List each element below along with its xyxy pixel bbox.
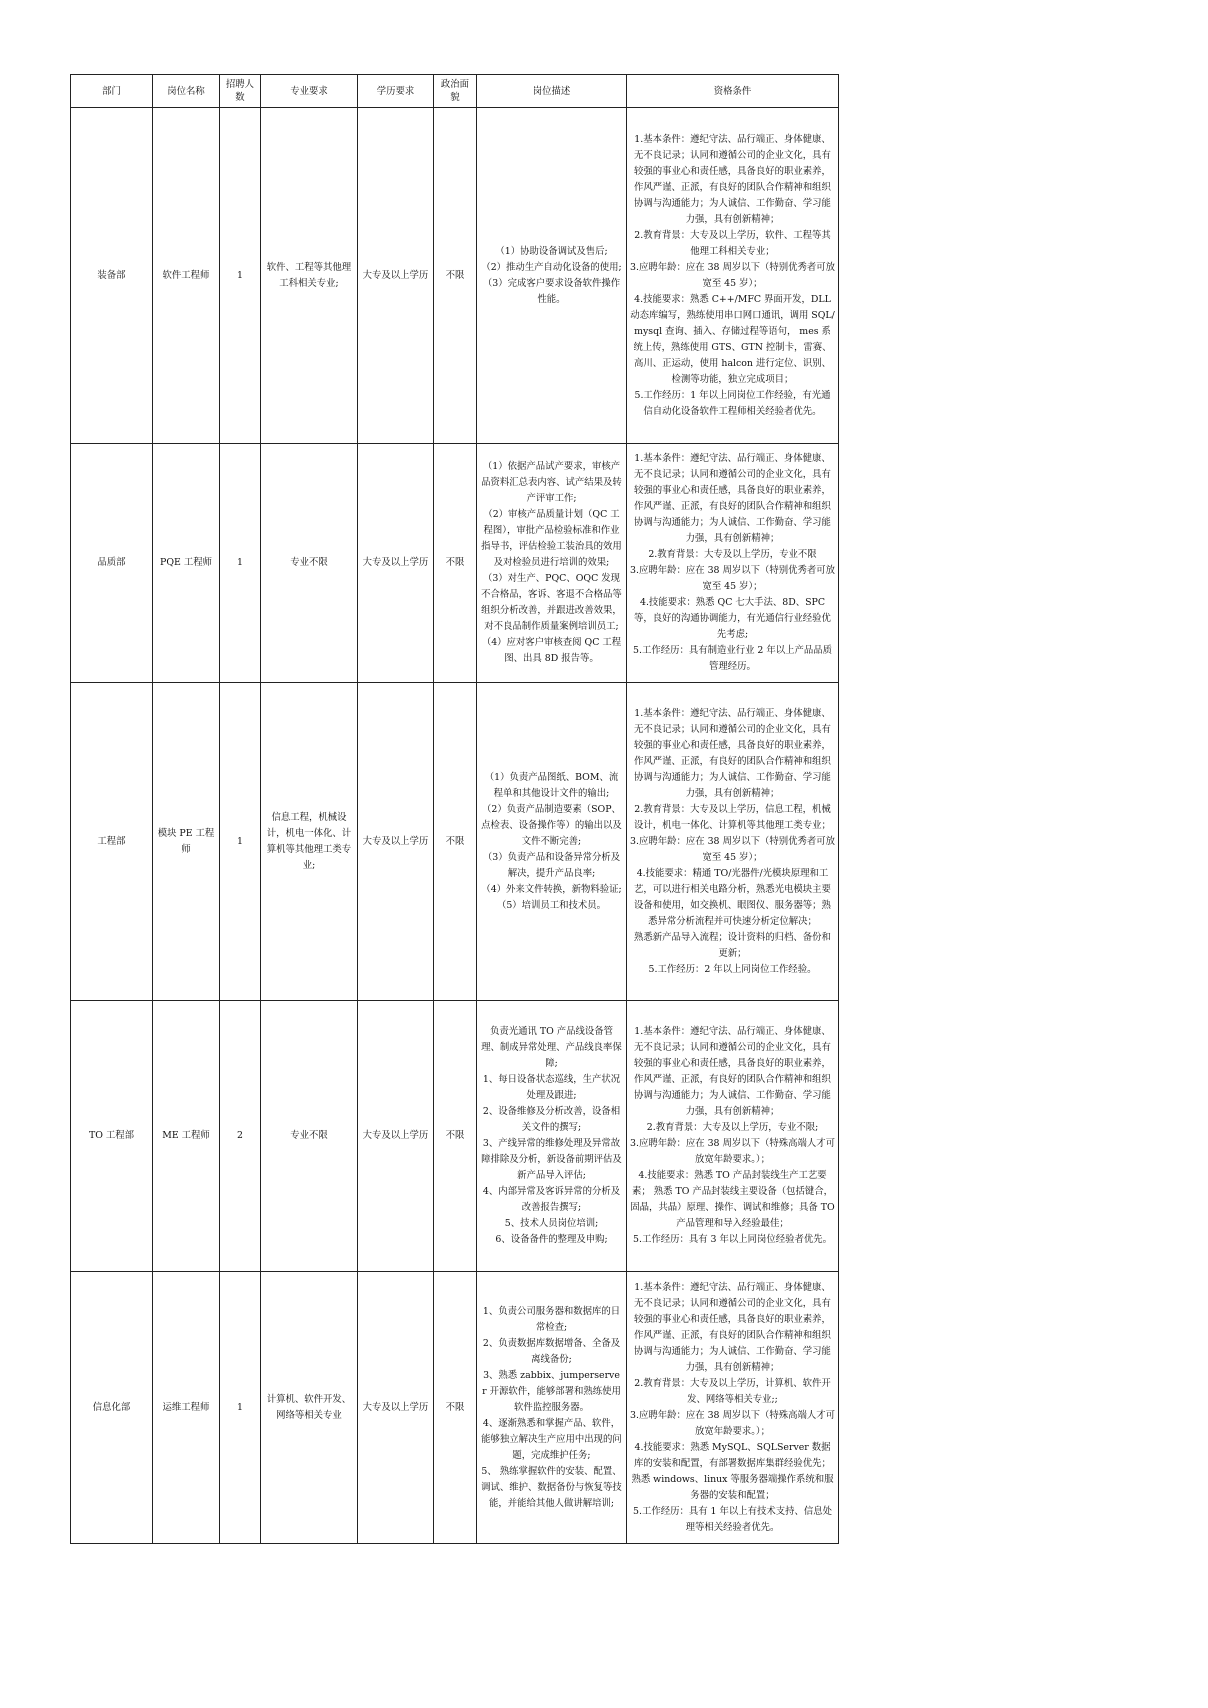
table-row <box>71 683 839 1001</box>
count-cell: 1 <box>220 683 261 1001</box>
qualification-line: 1.基本条件：遵纪守法、品行端正、身体健康、无不良记录；认同和遵循公司的企业文化，具有较强的事业心和责任感，具备良好的职业素养，作风严谨、正派，有良好的团队合作精神和组织协调与沟通能力；为人诚信、工作勤奋、学习能力强，具有创新精神； <box>634 1026 831 1117</box>
description-line: 3、产线异常的维修处理及异常故障排除及分析，新设备前期评估及新产品导入评估; <box>481 1138 622 1181</box>
major-cell: 专业不限 <box>261 444 358 683</box>
qualification-line: 3.应聘年龄：应在 38 周岁以下（特别优秀者可放宽至 45 岁）； <box>630 261 835 289</box>
qualification-cell <box>627 683 839 1001</box>
edu-cell: 大专及以上学历 <box>358 108 434 444</box>
recruitment-table-container <box>70 74 838 1544</box>
description-line: 2、负责数据库数据增备、全备及离线备份; <box>482 1337 621 1365</box>
qualification-line: 2.教育背景：大专及以上学历，软件、工程等其他理工科相关专业； <box>634 229 831 257</box>
description-line: （2）审核产品质量计划（QC 工程图），审批产品检验标准和作业指导书，评估检验工装治具的效用及对检验员进行培训的效果; <box>481 509 622 568</box>
politics-cell: 不限 <box>434 1001 477 1272</box>
description-line: 5、 熟练掌握软件的安装、配置、调试、维护、数据备份与恢复等技能，并能给其他人做讲解培训; <box>481 1465 622 1509</box>
description-line: （1）协助设备调试及售后; <box>495 245 608 257</box>
header-major: 专业要求 <box>261 75 358 108</box>
description-cell <box>477 444 627 683</box>
count-cell: 1 <box>220 1272 261 1544</box>
description-line: 1、每日设备状态巡线，生产状况处理及跟进; <box>482 1074 621 1101</box>
qualification-cell <box>627 1272 839 1544</box>
dept-cell: 品质部 <box>71 444 153 683</box>
politics-cell: 不限 <box>434 1272 477 1544</box>
count-cell: 1 <box>220 444 261 683</box>
edu-cell: 大专及以上学历 <box>358 683 434 1001</box>
dept-cell: 信息化部 <box>71 1272 153 1544</box>
qualification-line: 4.技能要求：精通 TO/光器件/光模块原理和工艺，可以进行相关电路分析，熟悉光电模块主要设备和使用，如交换机、眼图仪、服务器等；熟悉异常分析流程并可快速分析定位解决； <box>634 867 831 927</box>
qualification-line: 3.应聘年龄：应在 38 周岁以下（特殊高端人才可放宽年龄要求。）； <box>630 1138 835 1165</box>
edu-cell: 大专及以上学历 <box>358 444 434 683</box>
qualification-line: 2.教育背景：大专及以上学历，专业不限; <box>646 1122 819 1133</box>
table-row <box>71 444 839 683</box>
major-cell: 信息工程，机械设计，机电一体化、计算机等其他理工类专业; <box>261 683 358 1001</box>
description-line: （3）负责产品和设备异常分析及解决，提升产品良率; <box>482 851 621 879</box>
politics-cell: 不限 <box>434 444 477 683</box>
dept-cell: 工程部 <box>71 683 153 1001</box>
qualification-line: 4.技能要求：熟悉 MySQL、SQLServer 数据库的安装和配置，有部署数据库集群经验优先；熟悉 windows、linux 等服务器端操作系统和服务器的安装和配置； <box>631 1441 834 1501</box>
count-cell: 2 <box>220 1001 261 1272</box>
description-cell <box>477 108 627 444</box>
description-line: （5）培训员工和技术员。 <box>496 899 607 911</box>
politics-cell: 不限 <box>434 108 477 444</box>
description-line: 1、负责公司服务器和数据库的日常检查; <box>482 1305 621 1333</box>
description-cell <box>477 1001 627 1272</box>
qualification-line: 4.技能要求：熟悉 C++/MFC 界面开发，DLL 动态库编写，熟练使用串口网口通讯，调用 SQL/mysql 查询、插入、存储过程等语句， mes 系统上传，熟练使用 GTS、GTN 控制卡，雷赛、高川、正运动，使用 halcon 进行定位、识别、检测等功能，独立完成项目； <box>630 293 835 385</box>
title-cell: PQE 工程师 <box>153 444 220 683</box>
qualification-line: 5.工作经历：具有 1 年以上有技术支持、信息处理等相关经验者优先。 <box>633 1505 832 1533</box>
header-row <box>71 75 839 108</box>
qualification-line: 2.教育背景：大专及以上学历，专业不限 <box>648 549 817 560</box>
major-cell: 专业不限 <box>261 1001 358 1272</box>
dept-cell: 装备部 <box>71 108 153 444</box>
description-line: （4）外来文件转换，新物料验证; <box>481 883 622 895</box>
major-cell: 计算机、软件开发、网络等相关专业 <box>261 1272 358 1544</box>
major-cell: 软件、工程等其他理工科相关专业; <box>261 108 358 444</box>
description-cell <box>477 1272 627 1544</box>
qualification-line: 4.技能要求：熟悉 TO 产品封装线生产工艺要素； 熟悉 TO 产品封装线主要设备（包括键合，固晶，共晶）原理、操作、调试和维修；具备 TO 产品管理和导入经验最佳； <box>630 1170 835 1229</box>
table-row <box>71 1001 839 1272</box>
description-line: （1）依据产品试产要求，审核产品资料汇总表内容、试产结果及转产评审工作; <box>481 461 622 504</box>
description-line: 5、技术人员岗位培训; <box>504 1218 599 1229</box>
table-body <box>71 108 839 1544</box>
header-desc: 岗位描述 <box>477 75 627 108</box>
qualification-line: 1.基本条件：遵纪守法、品行端正、身体健康、无不良记录；认同和遵循公司的企业文化，具有较强的事业心和责任感，具备良好的职业素养，作风严谨、正派，有良好的团队合作精神和组织协调与沟通能力；为人诚信、工作勤奋、学习能力强，具有创新精神； <box>634 133 831 225</box>
title-cell: 模块 PE 工程师 <box>153 683 220 1001</box>
qualification-line: 3.应聘年龄：应在 38 周岁以下（特别优秀者可放宽至 45 岁）； <box>630 565 835 592</box>
header-qual: 资格条件 <box>627 75 839 108</box>
qualification-line: 3.应聘年龄：应在 38 周岁以下（特殊高端人才可放宽年龄要求。）； <box>630 1409 835 1437</box>
qualification-line: 3.应聘年龄：应在 38 周岁以下（特别优秀者可放宽至 45 岁）； <box>630 835 835 863</box>
qualification-cell <box>627 1001 839 1272</box>
header-politics: 政治面貌 <box>434 75 477 108</box>
header-title: 岗位名称 <box>153 75 220 108</box>
description-line: （2）负责产品制造要素（SOP、点检表、设备操作等）的输出以及文件不断完善; <box>481 803 622 847</box>
dept-cell: TO 工程部 <box>71 1001 153 1272</box>
header-dept: 部门 <box>71 75 153 108</box>
qualification-line: 2.教育背景：大专及以上学历，计算机、软件开发、网络等相关专业;; <box>634 1377 831 1405</box>
qualification-cell <box>627 444 839 683</box>
qualification-line: 2.教育背景：大专及以上学历，信息工程，机械设计，机电一体化、计算机等其他理工类专业； <box>634 803 831 831</box>
description-line: 2、设备维修及分析改善，设备相关文件的撰写; <box>482 1106 621 1133</box>
description-line: 6、设备备件的整理及申购; <box>495 1234 608 1245</box>
qualification-line: 5.工作经历：具有制造业行业 2 年以上产品品质管理经历。 <box>633 645 832 672</box>
qualification-cell <box>627 108 839 444</box>
title-cell: 运维工程师 <box>153 1272 220 1544</box>
description-line: 4、逐渐熟悉和掌握产品、软件，能够独立解决生产应用中出现的问题，完成维护任务; <box>481 1417 622 1461</box>
qualification-line: 5.工作经历：2 年以上同岗位工作经验。 <box>648 963 817 975</box>
qualification-line: 5.工作经历：1 年以上同岗位工作经验，有光通信自动化设备软件工程师相关经验者优先。 <box>634 389 831 417</box>
recruitment-table <box>70 74 839 1544</box>
qualification-line: 1.基本条件：遵纪守法、品行端正、身体健康、无不良记录；认同和遵循公司的企业文化，具有较强的事业心和责任感，具备良好的职业素养，作风严谨、正派，有良好的团队合作精神和组织协调与沟通能力；为人诚信、工作勤奋、学习能力强，具有创新精神； <box>634 453 831 544</box>
table-row <box>71 108 839 444</box>
description-line: （4）应对客户审核查阅 QC 工程图、出具 8D 报告等。 <box>481 637 622 664</box>
count-cell: 1 <box>220 108 261 444</box>
edu-cell: 大专及以上学历 <box>358 1272 434 1544</box>
qualification-line: 熟悉新产品导入流程；设计资料的归档、备份和更新； <box>634 931 831 959</box>
header-edu: 学历要求 <box>358 75 434 108</box>
table-row <box>71 1272 839 1544</box>
edu-cell: 大专及以上学历 <box>358 1001 434 1272</box>
qualification-line: 1.基本条件：遵纪守法、品行端正、身体健康、无不良记录；认同和遵循公司的企业文化，具有较强的事业心和责任感，具备良好的职业素养，作风严谨、正派，有良好的团队合作精神和组织协调与沟通能力；为人诚信、工作勤奋、学习能力强，具有创新精神； <box>634 1281 831 1373</box>
header-count: 招聘人数 <box>220 75 261 108</box>
description-line: （3）对生产、PQC、OQC 发现不合格品，客诉、客退不合格品等组织分析改善，并跟进改善效果，对不良品制作质量案例培训员工; <box>481 573 622 632</box>
qualification-line: 4.技能要求：熟悉 QC 七大手法、8D、SPC 等，良好的沟通协调能力，有光通信行业经验优先考虑; <box>634 597 831 640</box>
title-cell: ME 工程师 <box>153 1001 220 1272</box>
description-line: （2）推动生产自动化设备的使用; <box>481 261 622 273</box>
description-cell <box>477 683 627 1001</box>
qualification-line: 1.基本条件：遵纪守法、品行端正、身体健康、无不良记录；认同和遵循公司的企业文化，具有较强的事业心和责任感，具备良好的职业素养，作风严谨、正派，有良好的团队合作精神和组织协调与沟通能力；为人诚信、工作勤奋、学习能力强，具有创新精神； <box>634 707 831 799</box>
description-line: 3、熟悉 zabbix、jumperserver 开源软件，能够部署和熟练使用软件监控服务器。 <box>482 1369 621 1413</box>
description-line: 负责光通讯 TO 产品线设备管理、制成异常处理、产品线良率保障; <box>481 1026 622 1069</box>
description-line: （1）负责产品图纸、BOM、流程单和其他设计文件的输出; <box>484 771 619 799</box>
title-cell: 软件工程师 <box>153 108 220 444</box>
description-line: 4、内部异常及客诉异常的分析及改善报告撰写; <box>482 1186 621 1213</box>
qualification-line: 5.工作经历：具有 3 年以上同岗位经验者优先。 <box>633 1234 832 1245</box>
politics-cell: 不限 <box>434 683 477 1001</box>
description-line: （3）完成客户要求设备软件操作性能。 <box>482 277 621 305</box>
